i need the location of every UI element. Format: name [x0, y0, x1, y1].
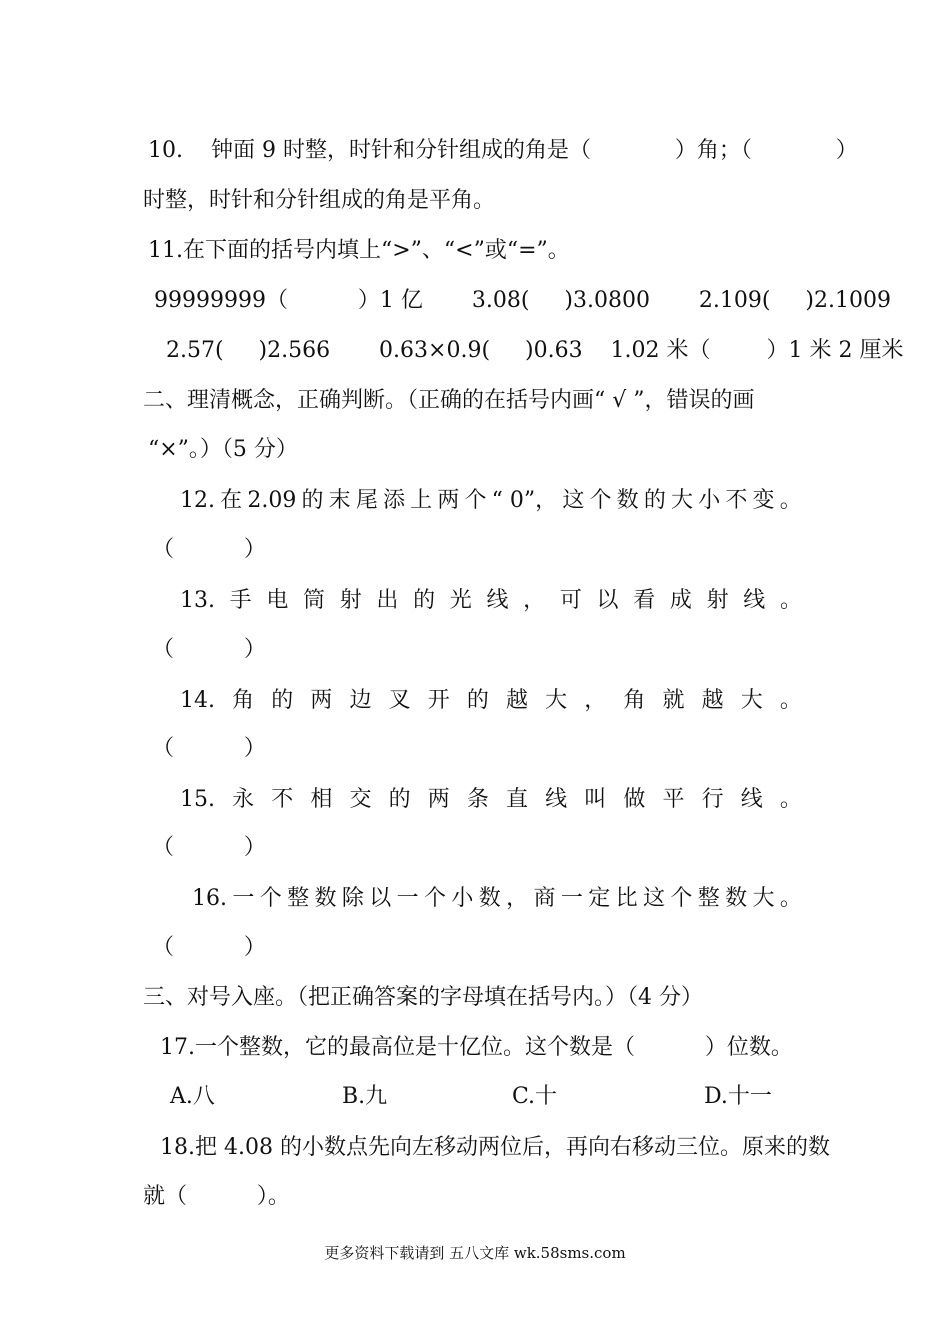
- question-char: 整: [287, 886, 310, 911]
- q14-number: 14.: [180, 688, 215, 713]
- question-char: 。: [779, 787, 802, 812]
- question-char: 。: [779, 588, 802, 613]
- question-char: 射: [339, 588, 362, 613]
- q11-row1: 99999999（ ）1 亿 3.08( )3.0800 2.109( )2.1009: [154, 288, 891, 313]
- question-char: 叉: [388, 688, 411, 713]
- question-char: ，: [584, 688, 607, 713]
- question-char: 线: [486, 588, 509, 613]
- question-char: 大: [671, 488, 694, 513]
- question-char: 。: [779, 688, 802, 713]
- question-char: 可: [559, 588, 582, 613]
- question-char: 叫: [584, 787, 607, 812]
- question-char: 数: [616, 488, 639, 513]
- question-char: 一: [560, 886, 583, 911]
- question-char: 的: [466, 688, 489, 713]
- q14-answer-paren[interactable]: （ ）: [152, 736, 266, 761]
- question-char: 数: [314, 886, 337, 911]
- question-char: 出: [376, 588, 399, 613]
- question-char: 数: [725, 886, 748, 911]
- question-char: 两: [437, 488, 460, 513]
- question-char: 角: [623, 688, 646, 713]
- question-char: 添: [382, 488, 405, 513]
- q12-number: 12.: [180, 488, 215, 513]
- question-char: 以: [369, 886, 392, 911]
- question-char: 一: [232, 886, 255, 911]
- q14-line: [180, 686, 802, 716]
- q11-row2: 2.57( )2.566 0.63×0.9( )0.63 1.02 米（ ）1 米 2 厘米: [166, 338, 904, 363]
- q15-answer-paren[interactable]: （ ）: [152, 835, 266, 860]
- question-char: 成: [669, 588, 692, 613]
- question-char: 在: [220, 488, 243, 513]
- question-char: 个: [423, 886, 446, 911]
- question-char: 个: [589, 488, 612, 513]
- question-char: 。: [779, 886, 802, 911]
- section2-heading-line2: “×”。）（5 分）: [148, 437, 298, 462]
- question-char: 尾: [355, 488, 378, 513]
- q13-line: [180, 586, 802, 616]
- q17-option-c[interactable]: C.十: [512, 1084, 558, 1109]
- question-char: 小: [451, 886, 474, 911]
- q18-line1: 18.把 4.08 的小数点先向左移动两位后，再向右移动三位。原来的数: [160, 1135, 830, 1160]
- question-char: 的: [271, 688, 294, 713]
- q12-line: [180, 486, 802, 516]
- question-char: 越: [701, 688, 724, 713]
- question-char: 商: [533, 886, 556, 911]
- section3-heading: 三、对号入座。（把正确答案的字母填在括号内。）（4 分）: [143, 985, 703, 1010]
- q15-line: [180, 785, 802, 815]
- question-char: 角: [232, 688, 255, 713]
- question-char: 开: [427, 688, 450, 713]
- q15-number: 15.: [180, 787, 215, 812]
- question-char: “ 0”，: [491, 488, 558, 513]
- q16-line: [192, 884, 802, 914]
- q16-answer-paren[interactable]: （ ）: [152, 935, 266, 960]
- question-char: 以: [596, 588, 619, 613]
- question-char: 永: [232, 787, 255, 812]
- question-char: 线: [740, 787, 763, 812]
- question-char: 不: [725, 488, 748, 513]
- q17-option-a[interactable]: A.八: [170, 1084, 215, 1109]
- q17-stem: 17.一个整数，它的最高位是十亿位。这个数是（ ）位数。: [160, 1035, 793, 1060]
- question-char: 大: [545, 688, 568, 713]
- q10-line2: 时整，时针和分针组成的角是平角。: [143, 188, 496, 213]
- question-char: 定: [588, 886, 611, 911]
- question-char: 射: [706, 588, 729, 613]
- question-char: 线: [743, 588, 766, 613]
- q17-option-d[interactable]: D.十一: [704, 1084, 772, 1109]
- question-char: 除: [341, 886, 364, 911]
- question-char: 两: [427, 787, 450, 812]
- question-char: 数: [478, 886, 501, 911]
- question-char: 的: [388, 787, 411, 812]
- question-char: 看: [633, 588, 656, 613]
- q16-number: 16.: [192, 886, 227, 911]
- question-char: 这: [642, 886, 665, 911]
- question-char: 条: [466, 787, 489, 812]
- question-char: ，: [506, 886, 529, 911]
- question-char: 大: [740, 688, 763, 713]
- question-char: 上: [410, 488, 433, 513]
- question-char: 的: [643, 488, 666, 513]
- question-char: 筒: [303, 588, 326, 613]
- question-char: 个: [464, 488, 487, 513]
- question-char: 两: [310, 688, 333, 713]
- question-char: 手: [229, 588, 252, 613]
- question-char: 末: [328, 488, 351, 513]
- q12-answer-paren[interactable]: （ ）: [152, 537, 266, 562]
- footer-download-note: 更多资料下载请到 五八文库 wk.58sms.com: [324, 1244, 626, 1262]
- question-char: 电: [266, 588, 289, 613]
- q13-number: 13.: [180, 588, 215, 613]
- question-char: 整: [697, 886, 720, 911]
- question-char: 行: [701, 787, 724, 812]
- section2-heading-line1: 二、理清概念，正确判断。（正确的在括号内画“ √ ”，错误的画: [143, 388, 755, 413]
- question-char: 个: [259, 886, 282, 911]
- question-char: 比: [615, 886, 638, 911]
- question-char: 光: [449, 588, 472, 613]
- q13-answer-paren[interactable]: （ ）: [152, 637, 266, 662]
- q18-line2: 就（ ）。: [143, 1184, 290, 1209]
- q17-option-b[interactable]: B.九: [342, 1084, 388, 1109]
- question-char: 变: [752, 488, 775, 513]
- question-char: 这: [562, 488, 585, 513]
- q11-title: 11.在下面的括号内填上“>”、“<”或“=”。: [148, 238, 570, 263]
- question-char: 小: [698, 488, 721, 513]
- question-char: 相: [310, 787, 333, 812]
- question-char: ，: [523, 588, 546, 613]
- question-char: 边: [349, 688, 372, 713]
- question-char: 的: [413, 588, 436, 613]
- question-char: 2.09: [247, 488, 297, 513]
- question-char: 的: [301, 488, 324, 513]
- question-char: 一: [396, 886, 419, 911]
- question-char: 直: [505, 787, 528, 812]
- question-char: 个: [670, 886, 693, 911]
- question-char: 大: [752, 886, 775, 911]
- question-char: 做: [623, 787, 646, 812]
- question-char: 不: [271, 787, 294, 812]
- question-char: 就: [662, 688, 685, 713]
- question-char: 越: [505, 688, 528, 713]
- question-char: 。: [779, 488, 802, 513]
- question-char: 交: [349, 787, 372, 812]
- question-char: 线: [545, 787, 568, 812]
- question-char: 平: [662, 787, 685, 812]
- q10-line1: 10. 钟面 9 时整，时针和分针组成的角是（ ）角；（ ）: [148, 138, 858, 163]
